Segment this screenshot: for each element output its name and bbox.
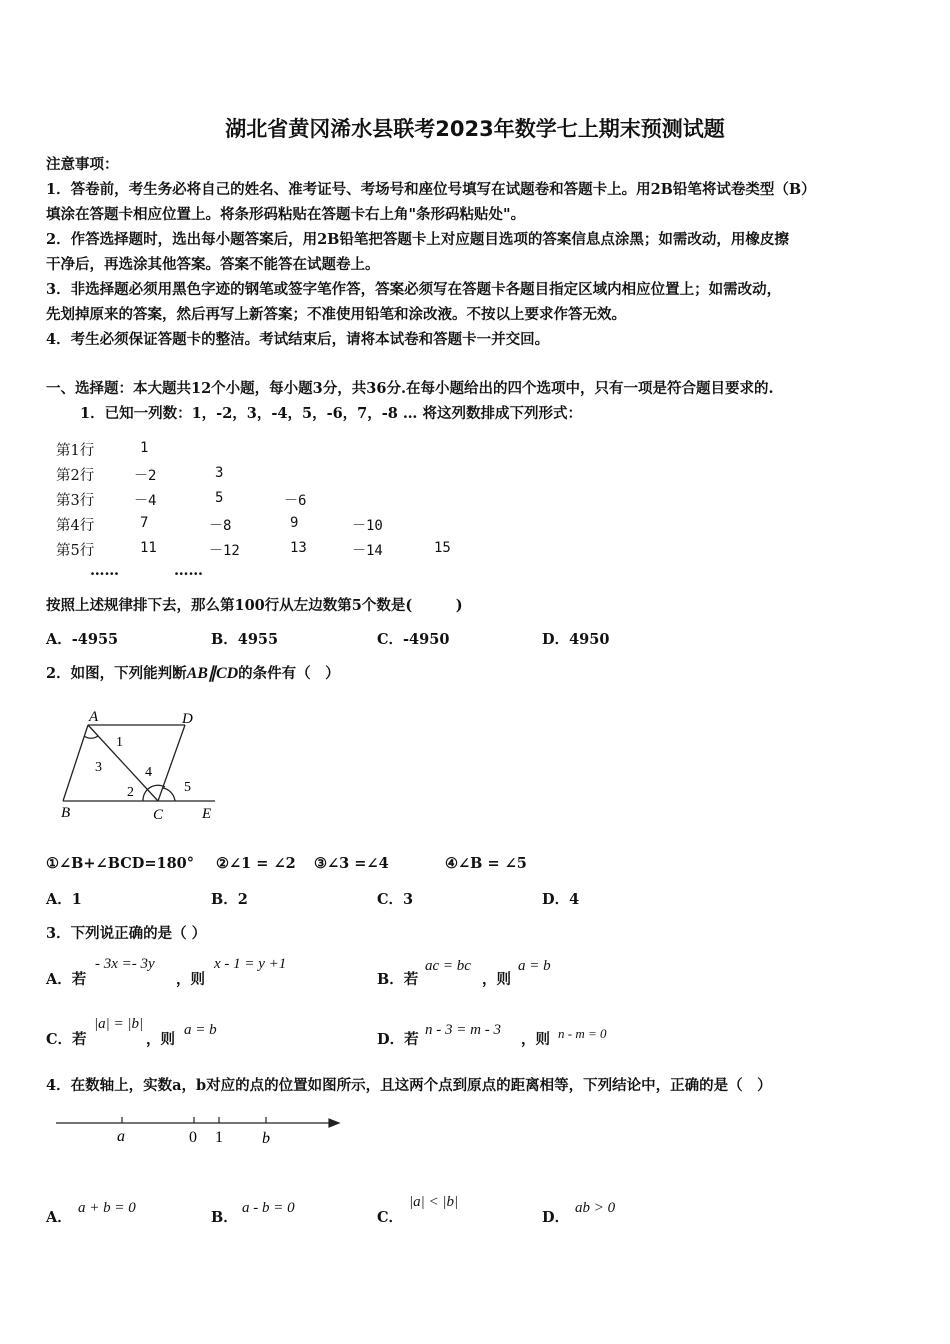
row-cell: 15 [434, 540, 451, 556]
row-label: 第5行 [56, 543, 95, 559]
parallelogram-figure [55, 705, 225, 830]
section-heading: 一、选择题：本大题共12个小题，每小题3分，共36分.在每小题给出的四个选项中，只有一项是符合题目要求的. [46, 380, 774, 397]
q2-condition: ③∠3 =∠4 [314, 855, 389, 872]
option-label: C．若 [46, 1031, 87, 1048]
q2-stem-prefix: 2．如图，下列能判断 [46, 665, 187, 682]
notice-line: 2．作答选择题时，选出每小题答案后，用2B铅笔把答题卡上对应题目选项的答案信息点涂黑；如需改动，用橡皮擦 [46, 231, 789, 248]
option-label: B．若 [377, 971, 419, 988]
q2-option-a[interactable]: A．1 [46, 891, 82, 908]
row-label: 第1行 [56, 443, 95, 459]
row-cell: 11 [140, 540, 157, 556]
label-a: A [89, 709, 99, 725]
q1-option-a[interactable]: A．-4955 [46, 631, 119, 648]
q3-option-d[interactable] [377, 1028, 419, 1049]
angle-label-2: 2 [127, 785, 134, 800]
q4-option-c[interactable]: C． [377, 1209, 404, 1226]
segment-dc [158, 725, 185, 801]
q2-condition: ②∠1 = ∠2 [216, 855, 296, 872]
q1-question: 按照上述规律排下去，那么第100行从左边数第5个数是( ) [46, 597, 463, 614]
row-cell: －6 [284, 493, 307, 509]
q3-a-math-2: x - 1 = y +1 [214, 956, 287, 972]
row-cell: 1 [140, 440, 149, 456]
q3-d-then: ，则 [521, 1031, 550, 1048]
notice-line: 3．非选择题必须用黑色字迹的钢笔或签字笔作答，答案必须写在答题卡各题目指定区域内相应位置上；如需改动， [46, 281, 782, 298]
q4-c-math: |a| < |b| [409, 1194, 459, 1210]
axis-arrow [329, 1119, 339, 1127]
q2-stem [46, 662, 340, 683]
ellipsis: …… [90, 562, 119, 579]
page-title: 湖北省黄冈浠水县联考2023年数学七上期末预测试题 [225, 117, 725, 141]
q3-c-then: ，则 [146, 1031, 175, 1048]
q3-b-then: ，则 [482, 971, 511, 988]
axis-label-a: a [117, 1128, 125, 1145]
row-cell: －14 [352, 543, 383, 559]
q2-condition: ④∠B = ∠5 [445, 855, 527, 872]
q3-b-math-1: ac = bc [425, 958, 471, 974]
q2-stem-math: AB∥CD [186, 665, 239, 682]
ellipsis: …… [174, 562, 203, 579]
row-cell: －10 [352, 518, 383, 534]
q3-d-math-2: n - m = 0 [558, 1026, 607, 1041]
q4-b-math: a - b = 0 [242, 1200, 295, 1216]
q3-option-b[interactable] [377, 968, 418, 989]
row-cell: 7 [140, 515, 149, 531]
row-label: 第3行 [56, 493, 95, 509]
q3-c-math-2: a = b [184, 1022, 217, 1038]
q1-option-b[interactable]: B．4955 [211, 631, 279, 648]
q3-d-math-1: n - 3 = m - 3 [425, 1022, 501, 1038]
q3-stem: 3．下列说正确的是（ ） [46, 925, 207, 942]
notice-line: 填涂在答题卡相应位置上。将条形码粘贴在答题卡右上角"条形码粘贴处"。 [46, 206, 526, 223]
q4-option-d[interactable]: D． [542, 1209, 570, 1226]
q2-option-b[interactable]: B．2 [211, 891, 248, 908]
q3-a-then: ，则 [176, 971, 205, 988]
row-cell: －4 [134, 493, 157, 509]
row-cell: 5 [215, 490, 224, 506]
angle-label-1: 1 [116, 735, 123, 750]
notice-heading: 注意事项： [46, 156, 119, 173]
row-cell: －8 [209, 518, 232, 534]
axis-label-b: b [262, 1130, 270, 1147]
axis-label-zero: 0 [189, 1129, 197, 1146]
q1-stem: 1．已知一列数：1，-2，3，-4，5，-6，7，-8 … 将这列数排成下列形式： [80, 405, 582, 422]
row-cell: 13 [290, 540, 307, 556]
q2-condition: ①∠B+∠BCD=180° [46, 855, 195, 872]
q3-option-c[interactable] [46, 1028, 87, 1049]
q3-c-math-1: |a| = |b| [94, 1016, 144, 1032]
row-cell: －2 [134, 468, 157, 484]
row-label: 第4行 [56, 518, 95, 534]
angle-arc-c-outer [163, 788, 175, 801]
notice-line: 干净后，再选涂其他答案。答案不能答在试题卷上。 [46, 256, 380, 273]
q1-option-d[interactable]: D．4950 [542, 631, 610, 648]
angle-label-4: 4 [145, 765, 152, 780]
label-c: C [153, 807, 164, 823]
q2-option-d[interactable]: D．4 [542, 891, 580, 908]
q4-d-math: ab > 0 [575, 1200, 616, 1216]
q3-b-math-2: a = b [518, 958, 551, 974]
q2-stem-suffix: 的条件有（ ） [238, 665, 340, 682]
label-e: E [202, 806, 212, 822]
label-d: D [182, 711, 193, 727]
notice-line: 1．答卷前，考生务必将自己的姓名、准考证号、考场号和座位号填写在试题卷和答题卡上。用2B铅笔将试卷类型（B） [46, 181, 816, 198]
q4-a-math: a + b = 0 [78, 1200, 136, 1216]
q3-a-math-1: - 3x =- 3y [95, 956, 155, 972]
q4-option-b[interactable]: B． [211, 1209, 238, 1226]
option-label: D．若 [377, 1031, 419, 1048]
notice-line: 先划掉原来的答案，然后再写上新答案；不准使用铅笔和涂改液。不按以上要求作答无效。 [46, 306, 626, 323]
angle-label-5: 5 [184, 780, 191, 795]
q2-option-c[interactable]: C．3 [377, 891, 414, 908]
q4-stem: 4．在数轴上，实数a，b对应的点的位置如图所示，且这两个点到原点的距离相等，下列结论中，正确的是（ ） [46, 1077, 772, 1094]
option-label: A．若 [46, 971, 87, 988]
row-label: 第2行 [56, 468, 95, 484]
row-cell: 9 [290, 515, 299, 531]
row-cell: －12 [209, 543, 240, 559]
q4-option-a[interactable]: A． [46, 1209, 72, 1226]
angle-arc-a [84, 736, 98, 738]
row-cell: 3 [215, 465, 224, 481]
q3-option-a[interactable] [46, 968, 86, 989]
angle-label-3: 3 [95, 760, 102, 775]
axis-label-one: 1 [215, 1129, 223, 1146]
q1-option-c[interactable]: C．-4950 [377, 631, 450, 648]
number-line-figure [50, 1108, 350, 1153]
label-b: B [61, 805, 71, 821]
notice-line: 4．考生必须保证答题卡的整洁。考试结束后，请将本试卷和答题卡一并交回。 [46, 331, 550, 348]
